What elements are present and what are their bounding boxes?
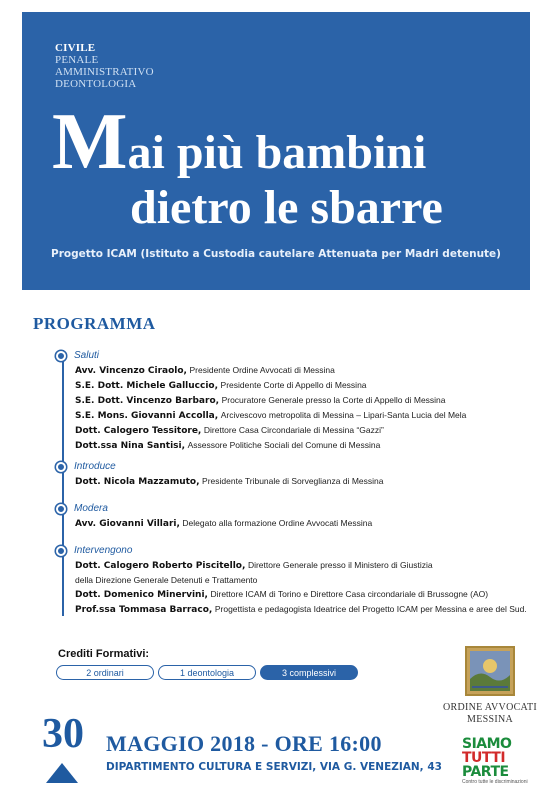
event-day: 30 (42, 711, 84, 757)
category-item: PENALE (55, 54, 99, 66)
program-row (75, 408, 466, 423)
speaker-name: S.E. Mons. Giovanni Accolla, (75, 411, 219, 421)
speaker-role: Delegato alla formazione Ordine Avvocati Messina (182, 518, 373, 528)
speaker-name: Dott. Calogero Roberto Piscitello, (75, 561, 246, 571)
subtitle: Progetto ICAM (Istituto a Custodia cautelare Attenuata per Madri detenute) (51, 248, 501, 260)
program-row (75, 423, 466, 438)
category-list (55, 42, 154, 90)
timeline-dot-icon (56, 546, 66, 556)
speaker-name: Prof.ssa Tommasa Barraco, (75, 605, 213, 615)
category-item: CIVILE (55, 42, 96, 54)
speaker-role: Assessore Politiche Sociali del Comune di Messina (187, 440, 381, 450)
speaker-name: Avv. Vincenzo Ciraolo, (75, 366, 187, 376)
section-label: Introduce (74, 461, 116, 472)
crediti-options (56, 665, 358, 680)
speaker-name: Dott. Nicola Mazzamuto, (75, 477, 200, 487)
siamo-tutti-parte-logo (462, 737, 542, 785)
triangle-decoration (46, 763, 78, 783)
program-row (75, 363, 466, 378)
programma-heading: PROGRAMMA (33, 314, 156, 333)
program-row (75, 438, 466, 453)
category-item: DEONTOLOGIA (55, 78, 137, 90)
program-row (75, 573, 527, 587)
program-row (75, 474, 383, 489)
ordine-logo-city: MESSINA (467, 714, 513, 725)
speaker-role: Direttore ICAM di Torino e Direttore Casa circondariale di Brussogne (AO) (210, 589, 489, 599)
siamo-logo-line3: PARTE (462, 764, 509, 780)
program-row (75, 602, 527, 617)
credit-ordinari: 2 ordinari (56, 665, 154, 680)
program-row (75, 516, 372, 531)
section-label: Modera (74, 503, 108, 514)
section-label: Saluti (74, 350, 100, 361)
title-initial: M (52, 98, 128, 186)
speaker-role: Presidente Corte di Appello di Messina (220, 380, 367, 390)
program-row (75, 558, 527, 573)
timeline-line (62, 350, 64, 616)
speaker-role: Presidente Ordine Avvocati di Messina (189, 365, 335, 375)
event-venue: DIPARTIMENTO CULTURA E SERVIZI, VIA G. VENEZIAN, 43 (106, 761, 442, 773)
section-label: Intervengono (74, 545, 133, 556)
program-row (75, 393, 466, 408)
category-item: AMMINISTRATIVO (55, 66, 154, 78)
speaker-role: Progettista e pedagogista Ideatrice del Progetto ICAM per Messina e aree del Sud. (214, 604, 527, 614)
ordine-avvocati-logo (440, 646, 540, 726)
header-banner (22, 12, 530, 290)
speaker-role: Procuratore Generale presso la Corte di Appello di Messina (221, 395, 446, 405)
siamo-logo-line2: TUTTI (462, 750, 506, 766)
page-title (52, 98, 522, 235)
credit-complessivi: 3 complessivi (260, 665, 358, 680)
speaker-role: Arcivescovo metropolita di Messina – Lipari-Santa Lucia del Mela (220, 410, 467, 420)
event-date-time: MAGGIO 2018 - ORE 16:00 (106, 731, 382, 756)
siamo-logo-line1: SIAMO (462, 736, 512, 752)
title-line-2: dietro le sbarre (130, 181, 443, 234)
crediti-heading: Crediti Formativi: (58, 648, 150, 660)
ordine-logo-text: ORDINE AVVOCATI (442, 702, 538, 713)
siamo-logo-tagline: Contro tutte le discriminazioni (462, 779, 528, 785)
timeline-dot-icon (56, 462, 66, 472)
program-row (75, 587, 527, 602)
speaker-name: S.E. Dott. Michele Galluccio, (75, 381, 219, 391)
program-row (75, 378, 466, 393)
credit-deontologia: 1 deontologia (158, 665, 256, 680)
speaker-role: Direttore Casa Circondariale di Messina “Gazzi” (203, 425, 384, 435)
timeline-dot-icon (56, 351, 66, 361)
seal-icon (465, 646, 515, 696)
timeline-dot-icon (56, 504, 66, 514)
speaker-role: della Direzione Generale Detenuti e Trattamento (75, 575, 258, 585)
speaker-name: Dott.ssa Nina Santisi, (75, 441, 186, 451)
title-rest: ai più bambini (127, 126, 427, 179)
speaker-name: Avv. Giovanni Villari, (75, 519, 180, 529)
speaker-name: S.E. Dott. Vincenzo Barbaro, (75, 396, 220, 406)
speaker-role: Presidente Tribunale di Sorveglianza di Messina (202, 476, 384, 486)
speaker-role: Direttore Generale presso il Ministero di Giustizia (247, 560, 433, 570)
title-line-1 (52, 98, 522, 186)
speaker-name: Dott. Calogero Tessitore, (75, 426, 202, 436)
speaker-name: Dott. Domenico Minervini, (75, 590, 208, 600)
